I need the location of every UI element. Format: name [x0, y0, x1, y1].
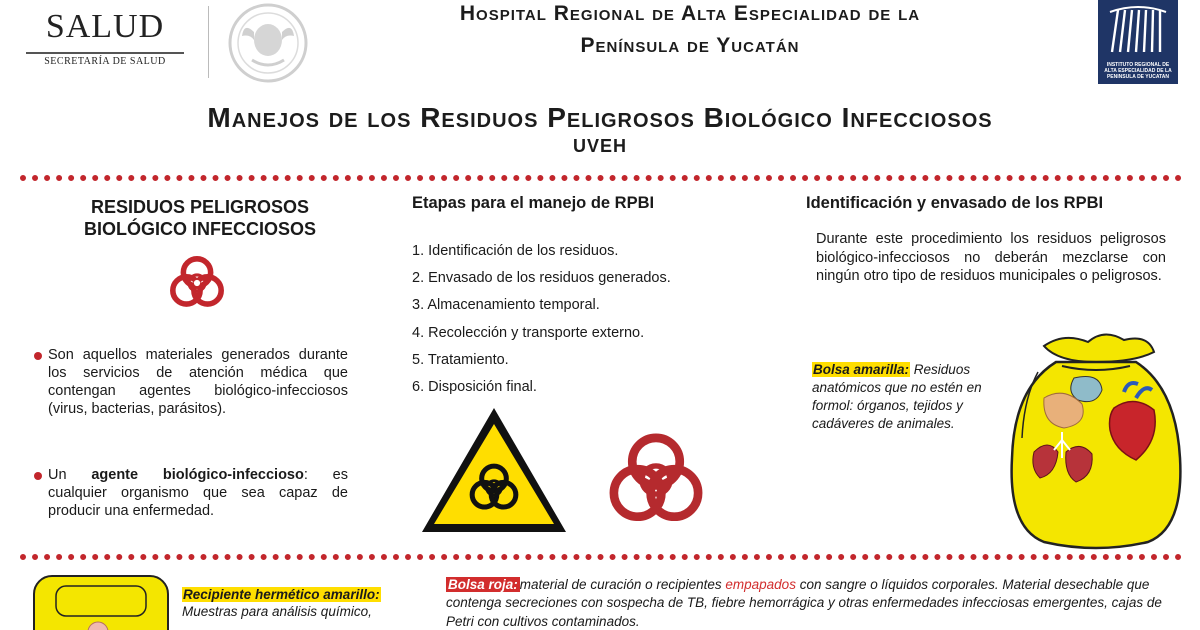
procedure-text: Durante este procedimiento los residuos peligrosos biológico-infecciosos no deberán mezclarse con ningún otro tipo de residuos municipales o peligrosos. [816, 231, 1166, 285]
biohazard-icon [160, 252, 234, 314]
salud-rule [26, 52, 184, 54]
mexico-seal-icon [218, 2, 318, 84]
container-description [182, 586, 402, 620]
column2-title: Etapas para el manejo de RPBI [412, 194, 655, 212]
list-item: 3. Almacenamiento temporal. [412, 297, 600, 314]
agent-text-post: : es cualquier organismo que sea capaz de producir una enfermedad. [48, 467, 348, 519]
agent-text-pre: Un [48, 467, 92, 483]
biohazard-warning-triangle-icon [418, 404, 570, 536]
salud-wordmark: SALUD [45, 8, 165, 45]
list-item: 4. Recolección y transporte externo. [412, 324, 645, 341]
biohazard-icon [596, 426, 716, 534]
hospital-name-line1: Hospital Regional de Alta Especialidad de la [459, 2, 921, 25]
stages-list [412, 238, 742, 401]
yellow-bag-organs-icon [1004, 328, 1188, 550]
salud-logo [20, 8, 190, 68]
red-bag-text-1: material de curación o recipientes [519, 577, 726, 592]
yellow-bag-label: Bolsa amarilla: [813, 362, 910, 377]
list-item: 5. Tratamiento. [412, 351, 509, 368]
column3-title: Identificación y envasado de los RPBI [806, 194, 1104, 212]
agent-term: agente biológico-infeccioso [91, 467, 304, 483]
institute-logo-text: INSTITUTO REGIONAL DE ALTA ESPECIALIDAD DE LA PENINSULA DE YUCATAN [1104, 62, 1172, 80]
list-item: 2. Envasado de los residuos generados. [412, 270, 671, 287]
list-item: 1. Identificación de los residuos. [412, 243, 619, 259]
red-bag-description [446, 576, 1186, 630]
salud-subtitle: SECRETARÍA DE SALUD [44, 56, 166, 67]
agent-definition-text [48, 466, 348, 520]
definition-text: Son aquellos materiales generados durante los servicios de atención médica que contengan agentes biológico-infecciosos (virus, bacterias, parásitos). [48, 347, 348, 417]
page-title: Manejos de los Residuos Peligrosos Biológico Infecciosos [207, 102, 993, 133]
bullet-icon [34, 472, 42, 480]
yellow-bag-text: Residuos anatómicos que no estén en formol: órganos, tejidos y cadáveres de animales. [812, 362, 982, 431]
bullet-icon [34, 352, 42, 360]
dotted-divider-bottom [20, 554, 1182, 560]
red-bag-highlight: empapados [725, 577, 796, 592]
yellow-container-icon [28, 574, 174, 630]
header-divider [208, 6, 209, 78]
institute-columns-icon [1098, 0, 1178, 60]
red-bag-label: Bolsa roja: [448, 577, 518, 592]
hospital-name-line2: Península de Yucatán [580, 34, 800, 57]
container-text: Muestras para análisis químico, [182, 604, 372, 619]
list-item: 6. Disposición final. [412, 379, 537, 396]
yellow-bag-description [812, 361, 1005, 433]
dotted-divider-top [20, 175, 1182, 181]
column1-title: RESIDUOS PELIGROSOS BIOLÓGICO INFECCIOSOS [83, 197, 316, 239]
container-label: Recipiente hermético amarillo: [183, 587, 380, 602]
red-bag-text-2: con sangre o líquidos corporales. Material desechable que contenga secreciones con sospecha de TB, fiebre hemorrágica y otras enfermedades infecciosas emergentes, cajas de Petri con cultivos contaminados. [446, 577, 1162, 629]
page-subtitle: UVEH [572, 136, 627, 156]
